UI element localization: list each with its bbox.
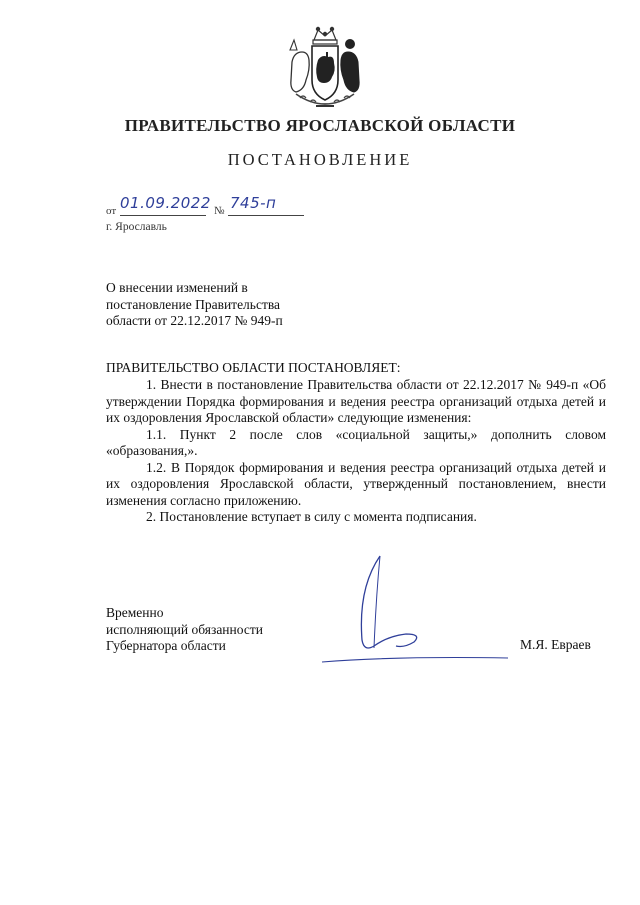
- signatory-position: [106, 605, 263, 655]
- subject-line: постановление Правительства: [106, 296, 281, 312]
- date-underline: [120, 215, 206, 216]
- position-line: Губернатора области: [106, 638, 226, 653]
- decree-paragraph: 1. Внести в постановление Правительства области от 22.12.2017 № 949-п «Об утверждении Порядка формирования и ведения реестра организаций отдыха детей и их оздоровления Ярославской области» следующие изменения:: [106, 377, 606, 425]
- position-line: Временно: [106, 605, 164, 620]
- number-prefix: №: [214, 205, 225, 217]
- number-underline: [228, 215, 304, 216]
- issue-city: г. Ярославль: [106, 221, 167, 233]
- date-prefix: от: [106, 205, 117, 217]
- decree-heading: ПРАВИТЕЛЬСТВО ОБЛАСТИ ПОСТАНОВЛЯЕТ:: [106, 360, 401, 375]
- government-title: ПРАВИТЕЛЬСТВО ЯРОСЛАВСКОЙ ОБЛАСТИ: [124, 116, 516, 135]
- document-type: ПОСТАНОВЛЕНИЕ: [227, 150, 413, 169]
- decree-subject: [106, 280, 283, 330]
- handwritten-number: 745-п: [230, 194, 277, 212]
- decree-paragraph: 1.1. Пункт 2 после слов «социальной защиты,» дополнить словом «образования,».: [106, 426, 606, 458]
- handwritten-date: 01.09.2022: [120, 194, 211, 212]
- handwritten-signature: [318, 548, 518, 668]
- signer-name: М.Я. Евраев: [520, 637, 591, 652]
- subject-line: области от 22.12.2017 № 949-п: [106, 313, 283, 328]
- coat-of-arms-emblem: [282, 22, 368, 114]
- subject-line: О внесении изменений в: [106, 280, 248, 295]
- decree-paragraph: 1.2. В Порядок формирования и ведения реестра организаций отдыха детей и их оздоровления Ярославской области, утвержденный постановлением, внести изменения согласно приложению.: [106, 459, 606, 508]
- position-line: исполняющий обязанности: [106, 621, 263, 637]
- decree-paragraph: 2. Постановление вступает в силу с момента подписания.: [146, 509, 477, 524]
- issue-date-line: [106, 194, 326, 218]
- decree-body: [106, 377, 606, 526]
